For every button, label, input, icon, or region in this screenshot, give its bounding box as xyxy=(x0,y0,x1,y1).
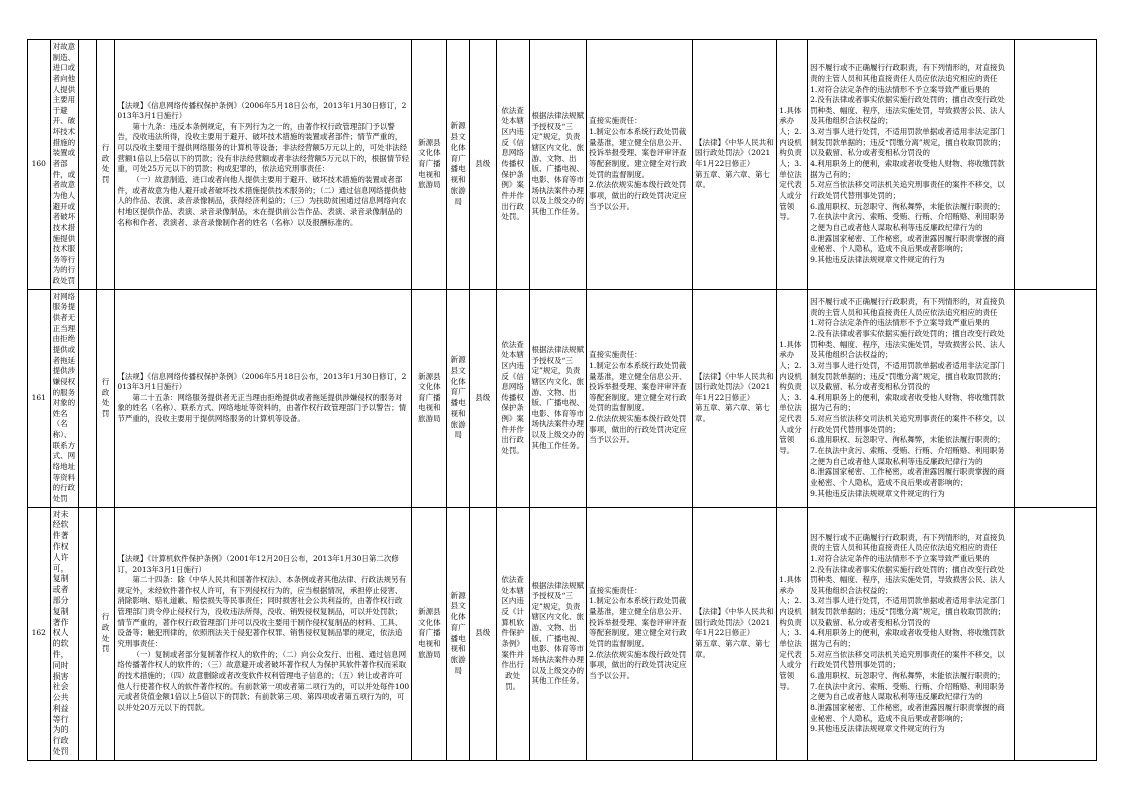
basis-header: 【法规】《信息网络传播权保护条例》（2006年5月18日公布，2013年1月30日修订，2013年3月1日施行） xyxy=(117,100,407,121)
item-name: 对未经软件著作权人许可，复制或者部分复制著作权人的软件，同时损害社会公共利益等行为的行政处罚 xyxy=(50,507,79,760)
responsible-persons: 1.具体承办人；2.内设机构负责人；3.单位法定代表人或分管领导。 xyxy=(777,289,808,507)
responsible-persons: 1.具体承办人；2.内设机构负责人；3.单位法定代表人或分管领导。 xyxy=(777,40,808,290)
item-name: 对故意制造、进口或者向他人提供主要用于避开、破坏技术措施的装置或者部件，或者故意为他人避开或者破坏技术措施提供技术服务等行为的行政处罚 xyxy=(50,40,79,290)
table-row xyxy=(28,289,1097,507)
row-number: 162 xyxy=(28,507,51,760)
row-number: 160 xyxy=(28,40,51,290)
enforcement-entity: 依法查处本辖区内违反《信息网络传播权保护条例》案件并作出行政处罚。 xyxy=(496,40,529,290)
responsible-persons: 1.具体承办人；2.内设机构负责人；3.单位法定代表人或分管领导。 xyxy=(777,507,808,760)
duty-items: 直接实施责任： 1.制定公布本系统行政处罚裁量基准，建立健全信息公开、投诉举报受理、案卷评审评查等配套制度。建立健全对行政处罚的监督制度。 2.依法依规实施本级行政处罚事项，做出的行政处罚决定应当予以公开。 xyxy=(587,289,693,507)
accountability-cases: 因不履行或不正确履行行政职责，有下列情形的，对直接负责的主管人员和其他直接责任人员应依法追究相应的责任 1.对符合法定条件的违法情形不予立案导致严重后果的 2.没有法律或者事实依据实施行政处罚的；擅自改变行政处罚种类、幅度、程序，违法实施处罚，导致损害公民、法人及其他组织合法权益的； 3.对当事人进行处罚，不适用罚款单据或者适用非法定部门制发罚款单据的；违反“罚缴分离”规定，擅自收取罚款的；以及截留、私分或者变相私分罚没的 4.利用职务上的便利，索取或者收受他人财物、将收缴罚款据为己有的； 5.对应当依法移交司法机关追究刑事责任的案件不移交，以行政处罚代替刑事处罚的； 6.滥用职权、玩忽职守、徇私舞弊，未能依法履行职责的； 7.在执法中贪污、索贿、受贿、行贿、介绍贿赂、利用职务之便为自己或者他人谋取私利等违反廉政纪律行为的 8.泄露国家秘密、工作秘密，或者泄露因履行职责掌握的商业秘密、个人隐私，造成不良后果或者影响的； 9.其他违反法律法规规章文件规定的行为 xyxy=(808,507,1015,760)
remarks-cell xyxy=(1014,507,1096,760)
legal-basis xyxy=(115,289,412,507)
duty-basis: 根据法律法规赋予授权及“三定”规定，负责辖区内文化、旅游、文物、出版、广播电视、电影、体育等市场执法案件办理以及上级交办的其他工作任务。 xyxy=(529,40,587,290)
blank-cell xyxy=(79,289,96,507)
basis-header: 【法规】《计算机软件保护条例》（2001年12月20日公布，2013年1月30日第二次修订，2013年3月1日施行） xyxy=(117,553,399,574)
duty-basis: 根据法律法规赋予授权及“三定”规定，负责辖区内文化、旅游、文物、出版、广播电视、电影、体育等市场执法案件办理以及上级交办的其他工作任务。 xyxy=(529,507,587,760)
duty-items: 直接实施责任： 1.制定公布本系统行政处罚裁量基准，建立健全信息公开、投诉举报受理、案卷评审评查等配套制度。建立健全对行政处罚的监督制度。 2.依法依规实施本级行政处罚事项，做出的行政处罚决定应当予以公开。 xyxy=(587,40,693,290)
accountability-law: 【法律】《中华人民共和国行政处罚法》（2021年1月22日修正） 第五章、第六章、第七章。 xyxy=(692,40,776,290)
basis-body: 第二十五条：网络服务提供者无正当理由拒绝提供或者拖延提供涉嫌侵权的服务对象的姓名（名称）、联系方式、网络地址等资料的，由著作权行政管理部门予以警告；情节严重的，没收主要用于提供网络服务的计算机等设备。 xyxy=(117,392,407,424)
basis-items: （一）复制或者部分复制著作权人的软件的；（二）向公众发行、出租、通过信息网络传播著作权人的软件的；（三）故意避开或者破坏著作权人为保护其软件著作权而采取的技术措施的；（四）故意删除或者改变软件权利管理电子信息的；（五）转让或者许可他人行使著作权人的软件著作权的。有前款第一项或者第二项行为的，可以并处每件100元或者货值金额1倍以上5倍以下的罚款；有前款第三项、第四项或者第五项行为的，可以并处20万元以下的罚款。 xyxy=(117,649,410,712)
accountability-law: 【法律】《中华人民共和国行政处罚法》（2021年1月22日修正） 第五章、第六章、第七章。 xyxy=(692,289,776,507)
duty-items: 直接实施责任： 1.制定公布本系统行政处罚裁量基准，建立健全信息公开、投诉举报受理、案卷评审评查等配套制度。建立健全对行政处罚的监督制度。 2.依法依规实施本级行政处罚事项，做出的行政处罚决定应当予以公开。 xyxy=(587,507,693,760)
accountability-cases: 因不履行或不正确履行行政职责，有下列情形的，对直接负责的主管人员和其他直接责任人员应依法追究相应的责任 1.对符合法定条件的违法情形不予立案导致严重后果的 2.没有法律或者事实依据实施行政处罚的；擅自改变行政处罚种类、幅度、程序，违法实施处罚，导致损害公民、法人及其他组织合法权益的； 3.对当事人进行处罚，不适用罚款单据或者适用非法定部门制发罚款单据的；违反“罚缴分离”规定，擅自收取罚款的；以及截留、私分或者变相私分罚没的 4.利用职务上的便利，索取或者收受他人财物、将收缴罚款据为己有的； 5.对应当依法移交司法机关追究刑事责任的案件不移交，以行政处罚代替刑事处罚的； 6.滥用职权、玩忽职守、徇私舞弊，未能依法履行职责的； 7.在执法中贪污、索贿、受贿、行贿、介绍贿赂、利用职务之便为自己或者他人谋取私利等违反廉政纪律行为的 8.泄露国家秘密、工作秘密，或者泄露因履行职责掌握的商业秘密、个人隐私，造成不良后果或者影响的； 9.其他违反法律法规规章文件规定的行为 xyxy=(808,289,1015,507)
responsible-department: 新源县文化体育广播电视和旅游局 xyxy=(447,40,470,290)
implementing-department: 新源县文化体育广播电视和旅游局 xyxy=(412,289,447,507)
responsible-department: 新源县文化体育广播电视和旅游局 xyxy=(447,289,470,507)
exercise-level: 县级 xyxy=(469,507,496,760)
item-category: 行政处罚 xyxy=(96,40,115,290)
implementing-department: 新源县文化体育广播电视和旅游局 xyxy=(412,40,447,290)
exercise-level: 县级 xyxy=(469,289,496,507)
item-category: 行政处罚 xyxy=(96,289,115,507)
accountability-law: 【法律】《中华人民共和国行政处罚法》（2021年1月22日修正） 第五章、第六章、第七章。 xyxy=(692,507,776,760)
basis-items: （一）故意制造、进口或者向他人提供主要用于避开、破坏技术措施的装置或者部件，或者故意为他人避开或者破坏技术措施提供技术服务的；（二）通过信息网络提供他人的作品、表演、录音录像制品，获得经济利益的；（三）为扶助贫困通过信息网络向农村地区提供作品、表演、录音录像制品，未在提供前公告作品、表演、录音录像制品的名称和作者、表演者、录音录像制作者的姓名（名称）以及报酬标准的。 xyxy=(117,175,407,227)
accountability-cases: 因不履行或不正确履行行政职责，有下列情形的，对直接负责的主管人员和其他直接责任人员应依法追究相应的责任 1.对符合法定条件的违法情形不予立案导致严重后果的 2.没有法律或者事实依据实施行政处罚的；擅自改变行政处罚种类、幅度、程序，违法实施处罚，导致损害公民、法人及其他组织合法权益的； 3.对当事人进行处罚，不适用罚款单据或者适用非法定部门制发罚款单据的；违反“罚缴分离”规定，擅自收取罚款的；以及截留、私分或者变相私分罚没的 4.利用职务上的便利，索取或者收受他人财物、将收缴罚款据为己有的； 5.对应当依法移交司法机关追究刑事责任的案件不移交，以行政处罚代替刑事处罚的； 6.滥用职权、玩忽职守、徇私舞弊，未能依法履行职责的； 7.在执法中贪污、索贿、受贿、行贿、介绍贿赂、利用职务之便为自己或者他人谋取私利等违反廉政纪律行为的 8.泄露国家秘密、工作秘密，或者泄露因履行职责掌握的商业秘密、个人隐私，造成不良后果或者影响的； 9.其他违反法律法规规章文件规定的行为 xyxy=(808,40,1015,290)
duty-basis: 根据法律法规赋予授权及“三定”规定，负责辖区内文化、旅游、文物、出版、广播电视、电影、体育等市场执法案件办理以及上级交办的其他工作任务。 xyxy=(529,289,587,507)
item-name: 对网络服务提供者无正当理由拒绝提供或者拖延提供涉嫌侵权的服务对象的姓名（名称）、联系方式、网络地址等资料的行政处罚 xyxy=(50,289,79,507)
power-list-table xyxy=(27,39,1097,761)
blank-cell xyxy=(79,40,96,290)
remarks-cell xyxy=(1014,40,1096,290)
legal-basis xyxy=(115,507,412,760)
blank-cell xyxy=(79,507,96,760)
basis-body: 第十九条：违反本条例规定，有下列行为之一的，由著作权行政管理部门予以警告，没收违法所得，没收主要用于避开、破坏技术措施的装置或者部件；情节严重的，可以没收主要用于提供网络服务的计算机等设备；非法经营额5万元以上的，可处非法经营额1倍以上5倍以下的罚款；没有非法经营额或者非法经营额5万元以下的，根据情节轻重，可处25万元以下的罚款；构成犯罪的，依法追究刑事责任： xyxy=(117,121,410,174)
basis-body: 第二十四条：除《中华人民共和国著作权法》、本条例或者其他法律、行政法规另有规定外，未经软件著作权人许可，有下列侵权行为的，应当根据情况，承担停止侵害、消除影响、赔礼道歉、赔偿损失等民事责任；同时损害社会公共利益的，由著作权行政管理部门责令停止侵权行为，没收违法所得，没收、销毁侵权复制品，可以并处罚款；情节严重的，著作权行政管理部门并可以没收主要用于制作侵权复制品的材料、工具、设备等；触犯刑律的，依照刑法关于侵犯著作权罪、销售侵权复制品罪的规定，依法追究刑事责任： xyxy=(117,575,407,649)
responsible-department: 新源县文化体育广播电视和旅游局 xyxy=(447,507,470,760)
exercise-level: 县级 xyxy=(469,40,496,290)
enforcement-entity: 依法查处本辖区内违反《信息网络传播权保护条例》案件并作出行政处罚。 xyxy=(496,289,529,507)
item-category: 行政处罚 xyxy=(96,507,115,760)
remarks-cell xyxy=(1014,289,1096,507)
legal-basis xyxy=(115,40,412,290)
table-row xyxy=(28,40,1097,290)
basis-header: 【法规】《信息网络传播权保护条例》（2006年5月18日公布，2013年1月30日修订，2013年3月1日施行） xyxy=(117,371,407,392)
table-row xyxy=(28,507,1097,760)
enforcement-entity: 依法查处本辖区内违反《计算机软件保护条例》案件并作出行政处罚。 xyxy=(496,507,529,760)
row-number: 161 xyxy=(28,289,51,507)
implementing-department: 新源县文化体育广播电视和旅游局 xyxy=(412,507,447,760)
